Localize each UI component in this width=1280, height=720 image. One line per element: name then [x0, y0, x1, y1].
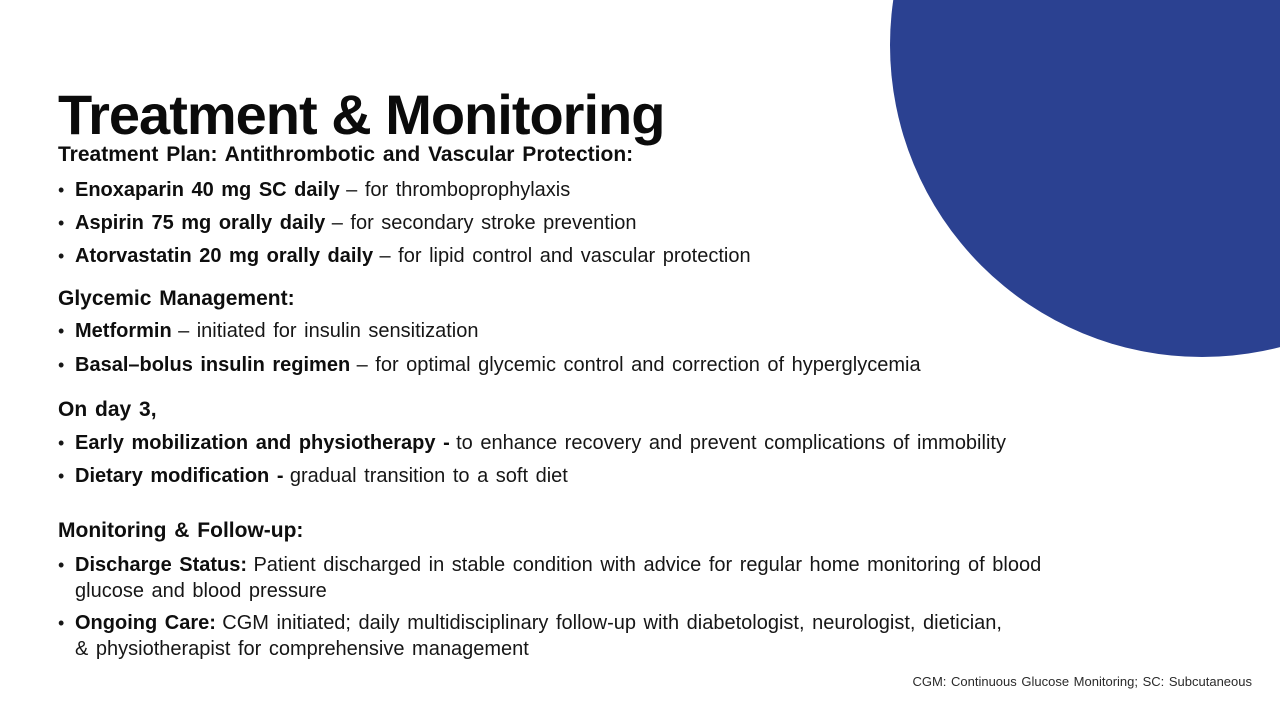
- bullet-discharge-status: [58, 552, 1041, 578]
- bullet-discharge-status-line2: glucose and blood pressure: [75, 580, 327, 602]
- section-heading-glycemic: Glycemic Management:: [58, 287, 295, 310]
- bullet-dot: •: [58, 555, 65, 575]
- bullet-aspirin: [58, 210, 637, 236]
- bullet-rest: – for optimal glycemic control and correction of hyperglycemia: [356, 354, 921, 376]
- bullet-lead: Enoxaparin 40 mg SC daily: [75, 179, 340, 201]
- bullet-rest: Patient discharged in stable condition with advice for regular home monitoring of blood: [253, 554, 1042, 576]
- bullet-dot: •: [58, 466, 65, 486]
- bullet-metformin: [58, 318, 478, 344]
- bullet-rest: – initiated for insulin sensitization: [178, 320, 479, 342]
- bullet-lead: Atorvastatin 20 mg orally daily: [75, 245, 374, 267]
- section-heading-day3: On day 3,: [58, 398, 157, 421]
- decor-circle: [890, 0, 1280, 357]
- bullet-dot: •: [58, 355, 65, 375]
- bullet-atorvastatin: [58, 243, 751, 269]
- section-heading-treatment-plan: Treatment Plan: Antithrombotic and Vascular Protection:: [58, 143, 634, 166]
- bullet-dot: •: [58, 321, 65, 341]
- bullet-dot: •: [58, 246, 65, 266]
- slide-title: Treatment & Monitoring: [58, 82, 665, 146]
- bullet-mobilization: [58, 430, 1006, 456]
- bullet-rest: to enhance recovery and prevent complications of immobility: [456, 432, 1006, 454]
- bullet-ongoing-care: [58, 610, 1002, 636]
- bullet-lead: Ongoing Care:: [75, 612, 216, 634]
- bullet-lead: Basal–bolus insulin regimen: [75, 354, 351, 376]
- section-heading-monitoring: Monitoring & Follow-up:: [58, 519, 304, 542]
- bullet-dietary: [58, 463, 568, 489]
- bullet-dot: •: [58, 213, 65, 233]
- bullet-lead: Early mobilization and physiotherapy -: [75, 432, 450, 454]
- bullet-dot: •: [58, 613, 65, 633]
- bullet-lead: Discharge Status:: [75, 554, 248, 576]
- abbreviation-footnote: CGM: Continuous Glucose Monitoring; SC: Subcutaneous: [912, 674, 1252, 689]
- bullet-lead: Dietary modification -: [75, 465, 284, 487]
- bullet-rest: – for lipid control and vascular protection: [379, 245, 751, 267]
- bullet-dot: •: [58, 180, 65, 200]
- bullet-enoxaparin: [58, 177, 570, 203]
- bullet-rest: – for thromboprophylaxis: [346, 179, 571, 201]
- bullet-lead: Aspirin 75 mg orally daily: [75, 212, 326, 234]
- bullet-basal-bolus: [58, 352, 921, 378]
- bullet-rest: CGM initiated; daily multidisciplinary follow-up with diabetologist, neurologist, dietician,: [222, 612, 1002, 634]
- bullet-rest: gradual transition to a soft diet: [289, 465, 568, 487]
- bullet-lead: Metformin: [75, 320, 172, 342]
- bullet-rest: – for secondary stroke prevention: [331, 212, 637, 234]
- bullet-dot: •: [58, 433, 65, 453]
- bullet-ongoing-care-line2: & physiotherapist for comprehensive management: [75, 638, 529, 660]
